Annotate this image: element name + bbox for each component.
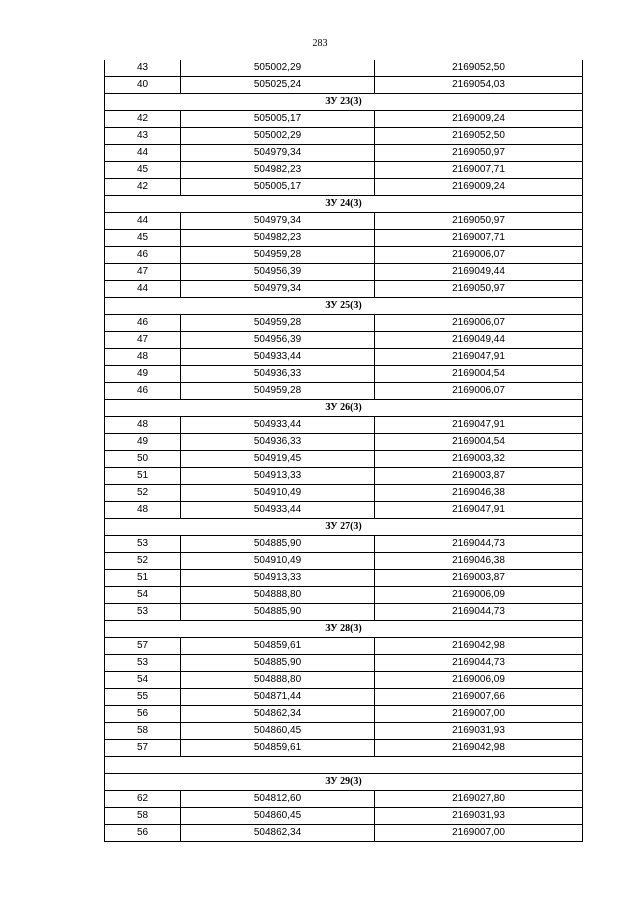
table-row xyxy=(105,162,583,179)
y-coordinate-cell: 2169054,03 xyxy=(375,77,583,94)
point-number-cell: 46 xyxy=(105,383,181,400)
table-row xyxy=(105,570,583,587)
x-coordinate-cell: 504959,28 xyxy=(181,247,375,264)
x-coordinate-cell: 504913,33 xyxy=(181,570,375,587)
section-title: ЗУ 29(3) xyxy=(105,774,583,791)
table-row xyxy=(105,553,583,570)
point-number-cell: 44 xyxy=(105,213,181,230)
y-coordinate-cell: 2169003,87 xyxy=(375,468,583,485)
point-number-cell: 53 xyxy=(105,655,181,672)
table-row xyxy=(105,689,583,706)
section-header-row xyxy=(105,774,583,791)
table-row xyxy=(105,145,583,162)
x-coordinate-cell: 504956,39 xyxy=(181,332,375,349)
table-row xyxy=(105,604,583,621)
x-coordinate-cell: 504860,45 xyxy=(181,808,375,825)
table-row xyxy=(105,264,583,281)
table-row xyxy=(105,383,583,400)
point-number-cell: 47 xyxy=(105,332,181,349)
section-title: ЗУ 26(3) xyxy=(105,400,583,417)
x-coordinate-cell: 504933,44 xyxy=(181,502,375,519)
x-coordinate-cell: 504979,34 xyxy=(181,281,375,298)
y-coordinate-cell: 2169050,97 xyxy=(375,281,583,298)
point-number-cell: 51 xyxy=(105,468,181,485)
y-coordinate-cell: 2169049,44 xyxy=(375,264,583,281)
spacer-cell xyxy=(105,757,583,774)
x-coordinate-cell: 504959,28 xyxy=(181,383,375,400)
table-row xyxy=(105,706,583,723)
point-number-cell: 46 xyxy=(105,247,181,264)
table-row xyxy=(105,502,583,519)
point-number-cell: 57 xyxy=(105,740,181,757)
point-number-cell: 56 xyxy=(105,706,181,723)
table-row xyxy=(105,468,583,485)
table-row xyxy=(105,485,583,502)
x-coordinate-cell: 504860,45 xyxy=(181,723,375,740)
y-coordinate-cell: 2169044,73 xyxy=(375,604,583,621)
x-coordinate-cell: 504982,23 xyxy=(181,162,375,179)
point-number-cell: 53 xyxy=(105,536,181,553)
x-coordinate-cell: 505002,29 xyxy=(181,60,375,77)
point-number-cell: 45 xyxy=(105,230,181,247)
y-coordinate-cell: 2169031,93 xyxy=(375,808,583,825)
y-coordinate-cell: 2169007,00 xyxy=(375,706,583,723)
y-coordinate-cell: 2169006,07 xyxy=(375,383,583,400)
table-row xyxy=(105,332,583,349)
table-row xyxy=(105,655,583,672)
point-number-cell: 40 xyxy=(105,77,181,94)
x-coordinate-cell: 504859,61 xyxy=(181,740,375,757)
x-coordinate-cell: 504956,39 xyxy=(181,264,375,281)
x-coordinate-cell: 505005,17 xyxy=(181,111,375,128)
table-row xyxy=(105,349,583,366)
table-row xyxy=(105,536,583,553)
x-coordinate-cell: 504888,80 xyxy=(181,672,375,689)
y-coordinate-cell: 2169027,80 xyxy=(375,791,583,808)
point-number-cell: 62 xyxy=(105,791,181,808)
point-number-cell: 54 xyxy=(105,672,181,689)
x-coordinate-cell: 504919,45 xyxy=(181,451,375,468)
section-title: ЗУ 25(3) xyxy=(105,298,583,315)
table-row xyxy=(105,723,583,740)
y-coordinate-cell: 2169007,71 xyxy=(375,230,583,247)
y-coordinate-cell: 2169046,38 xyxy=(375,553,583,570)
x-coordinate-cell: 504913,33 xyxy=(181,468,375,485)
y-coordinate-cell: 2169050,97 xyxy=(375,145,583,162)
point-number-cell: 51 xyxy=(105,570,181,587)
y-coordinate-cell: 2169044,73 xyxy=(375,655,583,672)
point-number-cell: 43 xyxy=(105,60,181,77)
x-coordinate-cell: 504885,90 xyxy=(181,655,375,672)
y-coordinate-cell: 2169047,91 xyxy=(375,417,583,434)
point-number-cell: 47 xyxy=(105,264,181,281)
x-coordinate-cell: 504979,34 xyxy=(181,145,375,162)
y-coordinate-cell: 2169052,50 xyxy=(375,60,583,77)
coordinates-table-body xyxy=(105,60,583,842)
table-row xyxy=(105,281,583,298)
x-coordinate-cell: 504871,44 xyxy=(181,689,375,706)
table-row xyxy=(105,451,583,468)
table-row xyxy=(105,434,583,451)
point-number-cell: 45 xyxy=(105,162,181,179)
y-coordinate-cell: 2169003,87 xyxy=(375,570,583,587)
point-number-cell: 44 xyxy=(105,145,181,162)
x-coordinate-cell: 504979,34 xyxy=(181,213,375,230)
table-row xyxy=(105,791,583,808)
y-coordinate-cell: 2169042,98 xyxy=(375,638,583,655)
point-number-cell: 48 xyxy=(105,502,181,519)
point-number-cell: 56 xyxy=(105,825,181,842)
coordinates-table xyxy=(104,60,583,842)
x-coordinate-cell: 504885,90 xyxy=(181,536,375,553)
x-coordinate-cell: 504862,34 xyxy=(181,825,375,842)
y-coordinate-cell: 2169003,32 xyxy=(375,451,583,468)
y-coordinate-cell: 2169007,71 xyxy=(375,162,583,179)
y-coordinate-cell: 2169009,24 xyxy=(375,111,583,128)
section-header-row xyxy=(105,298,583,315)
section-header-row xyxy=(105,400,583,417)
y-coordinate-cell: 2169007,66 xyxy=(375,689,583,706)
point-number-cell: 42 xyxy=(105,179,181,196)
x-coordinate-cell: 504936,33 xyxy=(181,366,375,383)
table-row xyxy=(105,60,583,77)
x-coordinate-cell: 504933,44 xyxy=(181,349,375,366)
x-coordinate-cell: 504933,44 xyxy=(181,417,375,434)
table-row xyxy=(105,128,583,145)
point-number-cell: 50 xyxy=(105,451,181,468)
point-number-cell: 57 xyxy=(105,638,181,655)
x-coordinate-cell: 504885,90 xyxy=(181,604,375,621)
point-number-cell: 48 xyxy=(105,349,181,366)
point-number-cell: 48 xyxy=(105,417,181,434)
x-coordinate-cell: 504982,23 xyxy=(181,230,375,247)
point-number-cell: 42 xyxy=(105,111,181,128)
section-header-row xyxy=(105,94,583,111)
y-coordinate-cell: 2169046,38 xyxy=(375,485,583,502)
section-title: ЗУ 28(3) xyxy=(105,621,583,638)
x-coordinate-cell: 504936,33 xyxy=(181,434,375,451)
y-coordinate-cell: 2169006,09 xyxy=(375,672,583,689)
point-number-cell: 46 xyxy=(105,315,181,332)
x-coordinate-cell: 504888,80 xyxy=(181,587,375,604)
y-coordinate-cell: 2169004,54 xyxy=(375,434,583,451)
table-row xyxy=(105,230,583,247)
table-row xyxy=(105,638,583,655)
table-row xyxy=(105,587,583,604)
y-coordinate-cell: 2169009,24 xyxy=(375,179,583,196)
section-header-row xyxy=(105,519,583,536)
table-row xyxy=(105,740,583,757)
y-coordinate-cell: 2169031,93 xyxy=(375,723,583,740)
point-number-cell: 49 xyxy=(105,366,181,383)
section-header-row xyxy=(105,621,583,638)
x-coordinate-cell: 504910,49 xyxy=(181,485,375,502)
y-coordinate-cell: 2169049,44 xyxy=(375,332,583,349)
point-number-cell: 58 xyxy=(105,808,181,825)
point-number-cell: 52 xyxy=(105,553,181,570)
table-row xyxy=(105,417,583,434)
table-row xyxy=(105,808,583,825)
x-coordinate-cell: 505002,29 xyxy=(181,128,375,145)
y-coordinate-cell: 2169050,97 xyxy=(375,213,583,230)
y-coordinate-cell: 2169047,91 xyxy=(375,349,583,366)
table-row xyxy=(105,825,583,842)
section-title: ЗУ 27(3) xyxy=(105,519,583,536)
y-coordinate-cell: 2169047,91 xyxy=(375,502,583,519)
point-number-cell: 54 xyxy=(105,587,181,604)
x-coordinate-cell: 504859,61 xyxy=(181,638,375,655)
y-coordinate-cell: 2169042,98 xyxy=(375,740,583,757)
point-number-cell: 55 xyxy=(105,689,181,706)
page-number: 283 xyxy=(312,38,328,49)
table-row xyxy=(105,77,583,94)
x-coordinate-cell: 504959,28 xyxy=(181,315,375,332)
x-coordinate-cell: 505025,24 xyxy=(181,77,375,94)
y-coordinate-cell: 2169052,50 xyxy=(375,128,583,145)
table-row xyxy=(105,213,583,230)
table-row xyxy=(105,672,583,689)
x-coordinate-cell: 504910,49 xyxy=(181,553,375,570)
table-row xyxy=(105,247,583,264)
table-row xyxy=(105,366,583,383)
x-coordinate-cell: 504862,34 xyxy=(181,706,375,723)
point-number-cell: 49 xyxy=(105,434,181,451)
y-coordinate-cell: 2169007,00 xyxy=(375,825,583,842)
spacer-row xyxy=(105,757,583,774)
table-row xyxy=(105,111,583,128)
x-coordinate-cell: 504812,60 xyxy=(181,791,375,808)
y-coordinate-cell: 2169006,09 xyxy=(375,587,583,604)
point-number-cell: 52 xyxy=(105,485,181,502)
y-coordinate-cell: 2169004,54 xyxy=(375,366,583,383)
point-number-cell: 53 xyxy=(105,604,181,621)
y-coordinate-cell: 2169044,73 xyxy=(375,536,583,553)
point-number-cell: 58 xyxy=(105,723,181,740)
table-row xyxy=(105,315,583,332)
section-title: ЗУ 23(3) xyxy=(105,94,583,111)
x-coordinate-cell: 505005,17 xyxy=(181,179,375,196)
y-coordinate-cell: 2169006,07 xyxy=(375,315,583,332)
point-number-cell: 44 xyxy=(105,281,181,298)
section-header-row xyxy=(105,196,583,213)
y-coordinate-cell: 2169006,07 xyxy=(375,247,583,264)
table-row xyxy=(105,179,583,196)
point-number-cell: 43 xyxy=(105,128,181,145)
section-title: ЗУ 24(3) xyxy=(105,196,583,213)
